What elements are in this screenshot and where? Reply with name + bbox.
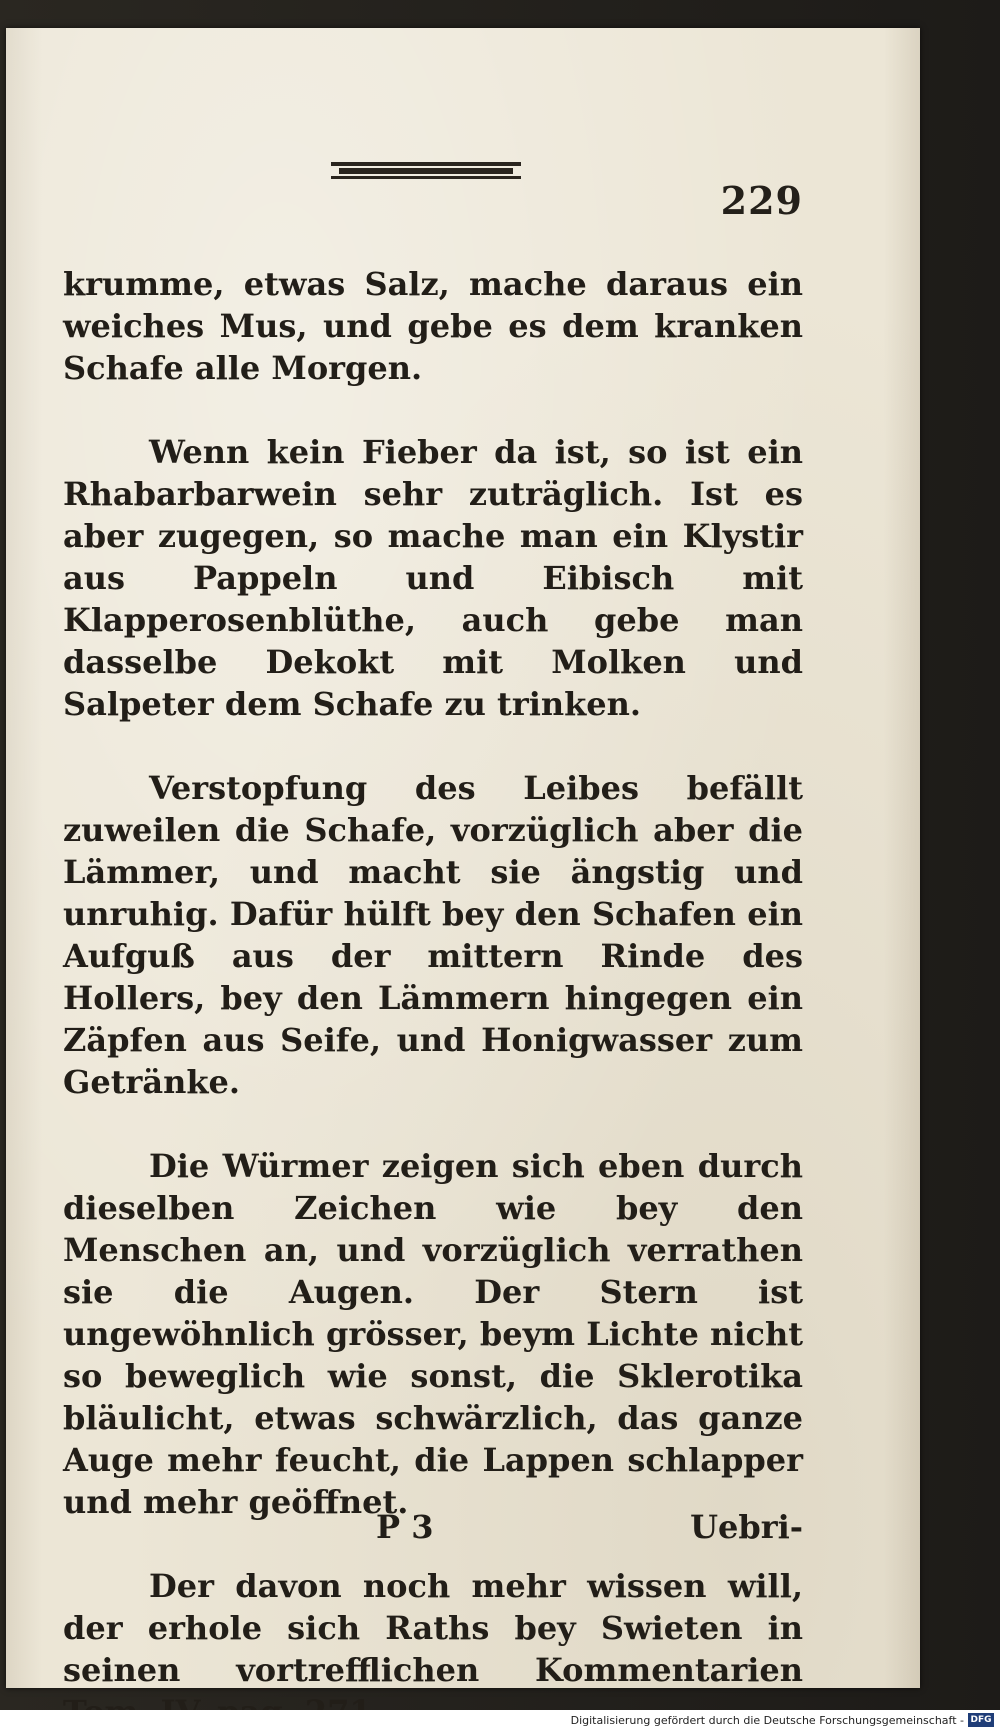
catchword: Uebri- bbox=[690, 1508, 803, 1546]
dfg-logo: DFG bbox=[968, 1713, 994, 1727]
paragraph-2: Wenn kein Fieber da ist, so ist ein Rhabarbarwein sehr zuträglich. Ist es aber zugegen, so mache man ein Klystir aus Pappeln und Eibisch mit Klapperosenblüthe, auch gebe man dasselbe Dekokt mit Molken und Salpeter dem Schafe zu trinken. bbox=[63, 433, 803, 723]
book-page bbox=[6, 28, 920, 1688]
digitization-credit: Digitalisierung gefördert durch die Deutsche Forschungsgemeinschaft - bbox=[570, 1714, 964, 1727]
paragraph-4: Die Würmer zeigen sich eben durch dieselben Zeichen wie bey den Menschen an, und vorzüglich verrathen sie die Augen. Der Stern ist ungewöhnlich grösser, beym Lichte nicht so beweglich wie sonst, die Sklerotika bläulicht, etwas schwärzlich, das ganze Auge mehr feucht, die Lappen schlapper und mehr geöffnet. bbox=[63, 1147, 803, 1521]
paragraph-3: Verstopfung des Leibes befällt zuweilen die Schafe, vorzüglich aber die Lämmer, und macht sie ängstig und unruhig. Dafür hülft bey den Schafen ein Aufguß aus der mittern Rinde des Hollers, bey den Lämmern hingegen ein Zäpfen aus Seife, und Honigwasser zum Getränke. bbox=[63, 769, 803, 1101]
paragraph-5: Der davon noch mehr wissen will, der erhole sich Raths bey Swieten in seinen vortrefflichen Kommentarien bbox=[63, 1567, 803, 1689]
header-ornament bbox=[331, 158, 521, 184]
page-number: 229 bbox=[720, 178, 803, 223]
paragraph-1: krumme, etwas Salz, mache daraus ein weiches Mus, und gebe es dem kranken Schafe alle Morgen. bbox=[63, 265, 803, 387]
signature-mark: P 3 bbox=[376, 1508, 434, 1546]
